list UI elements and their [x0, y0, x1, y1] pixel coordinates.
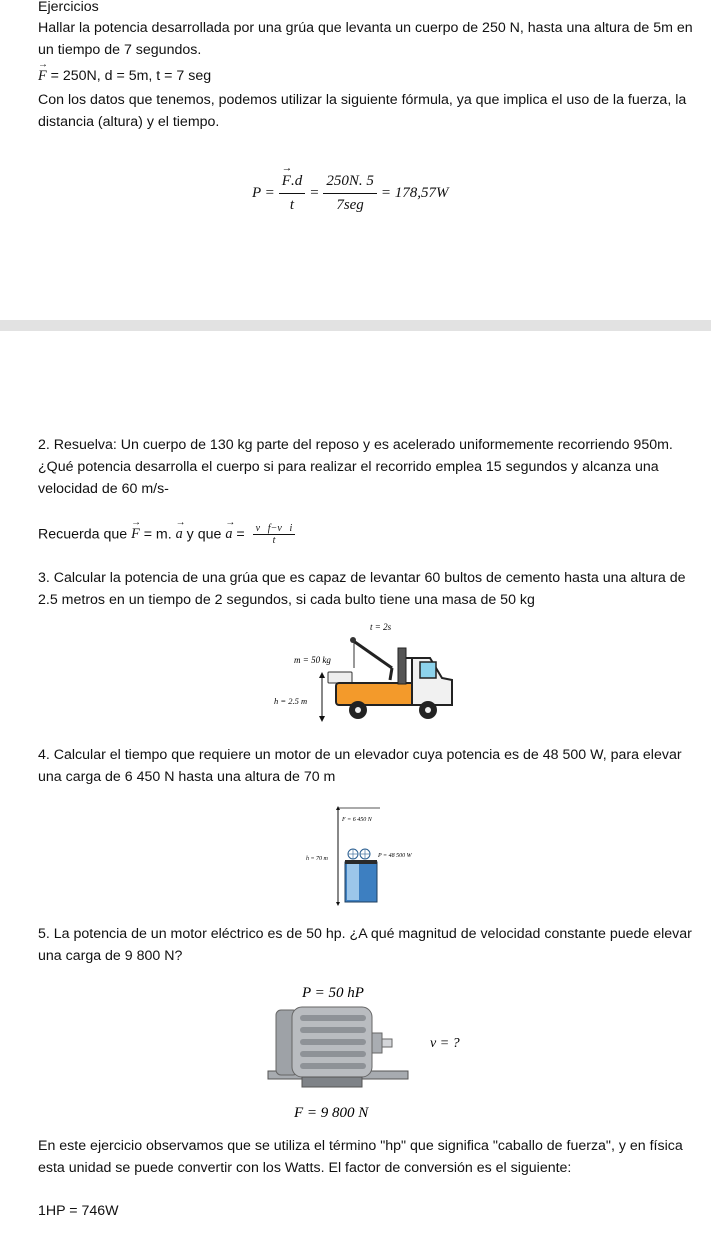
formula-result: = 178,57W [380, 185, 449, 202]
elevator-force-label: F = 6 450 N [342, 817, 372, 823]
crane-truck-illustration [262, 618, 462, 728]
formula-frac2-num: 250N. 5 [323, 170, 377, 194]
page-title: Ejercicios [38, 0, 99, 15]
crane-mass-label: m = 50 kg [294, 655, 331, 665]
exercise-4-statement: 4. Calcular el tiempo que requiere un motor de un elevador cuya potencia es de 48 500 W, para elevar una carga de 6 450 N hasta una altura de 70 m [38, 747, 682, 785]
reminder-force-symbol: → F [131, 523, 140, 545]
power-formula [252, 170, 448, 218]
motor-power-label: P = 50 hP [302, 985, 364, 1001]
exercise-5-statement: 5. La potencia de un motor eléctrico es de 50 hp. ¿A qué magnitud de velocidad constante puede elevar una carga de 9 800 N? [38, 926, 692, 964]
formula-frac1-num-rest: .d [290, 173, 303, 189]
reminder-eq: = [232, 526, 249, 543]
section-divider [0, 320, 711, 331]
exercise-1-data-values: = 250N, d = 5m, t = 7 seg [46, 68, 212, 84]
crane-time-label: t = 2s [370, 622, 392, 632]
formula-fraction-1 [279, 170, 305, 218]
reminder-and: y que [182, 526, 226, 543]
elevator-illustration [300, 804, 420, 908]
reminder-accel-symbol-2: → a [225, 523, 232, 545]
formula-lhs: P = [252, 185, 275, 202]
crane-height-label: h = 2.5 m [274, 696, 308, 706]
reminder-frac-num: v⃗f−v⃗i [253, 523, 296, 535]
formula-frac1-den: t [289, 197, 295, 214]
electric-motor-illustration [262, 975, 482, 1125]
exercise-1-explanation: Con los datos que tenemos, podemos utilizar la siguiente fórmula, ya que implica el uso de la fuerza, la distancia (altura) y el tiempo. [38, 92, 687, 130]
exercise-1-data [38, 65, 698, 87]
reminder-frac-den: t [272, 535, 276, 546]
formula-equals: = [309, 185, 320, 202]
motor-velocity-label: v = ? [430, 1036, 460, 1051]
motor-force-label: F = 9 800 N [294, 1105, 369, 1121]
exercise-5-explanation: En este ejercicio observamos que se utiliza el término "hp" que significa "caballo de fuerza", y en física esta unidad se puede convertir con los Watts. El factor de conversión es el siguiente: [38, 1138, 683, 1176]
reminder-prefix: Recuerda que [38, 526, 132, 543]
exercise-3-statement: 3. Calcular la potencia de una grúa que es capaz de levantar 60 bultos de cemento hasta una altura de 2.5 metros en un tiempo de 2 segundos, si cada bulto tiene una masa de 50 kg [38, 570, 686, 608]
formula-force-symbol: → F [282, 170, 291, 193]
reminder-fraction [253, 523, 296, 546]
exercise-1-statement: Hallar la potencia desarrollada por una grúa que levanta un cuerpo de 250 N, hasta una altura de 5m en un tiempo de 7 segundos. [38, 20, 693, 58]
formula-fraction-2 [323, 170, 377, 218]
reminder-mid: = m. [139, 526, 176, 543]
exercise-2-statement: 2. Resuelva: Un cuerpo de 130 kg parte del reposo y es acelerado uniformemente recorriendo 950m. ¿Qué potencia desarrolla el cuerpo si para realizar el recorrido emplea 15 segundos y alcanza una velocidad de 60 m/s- [38, 437, 673, 497]
formula-frac2-den: 7seg [336, 197, 364, 214]
exercise-2-reminder [38, 523, 698, 546]
elevator-height-label: h = 70 m [306, 856, 328, 862]
elevator-power-label: P = 48 500 W [378, 853, 412, 859]
reminder-accel-symbol: → a [176, 523, 183, 545]
force-vector-symbol: → F [38, 65, 47, 87]
conversion-factor: 1HP = 746W [38, 1203, 119, 1219]
